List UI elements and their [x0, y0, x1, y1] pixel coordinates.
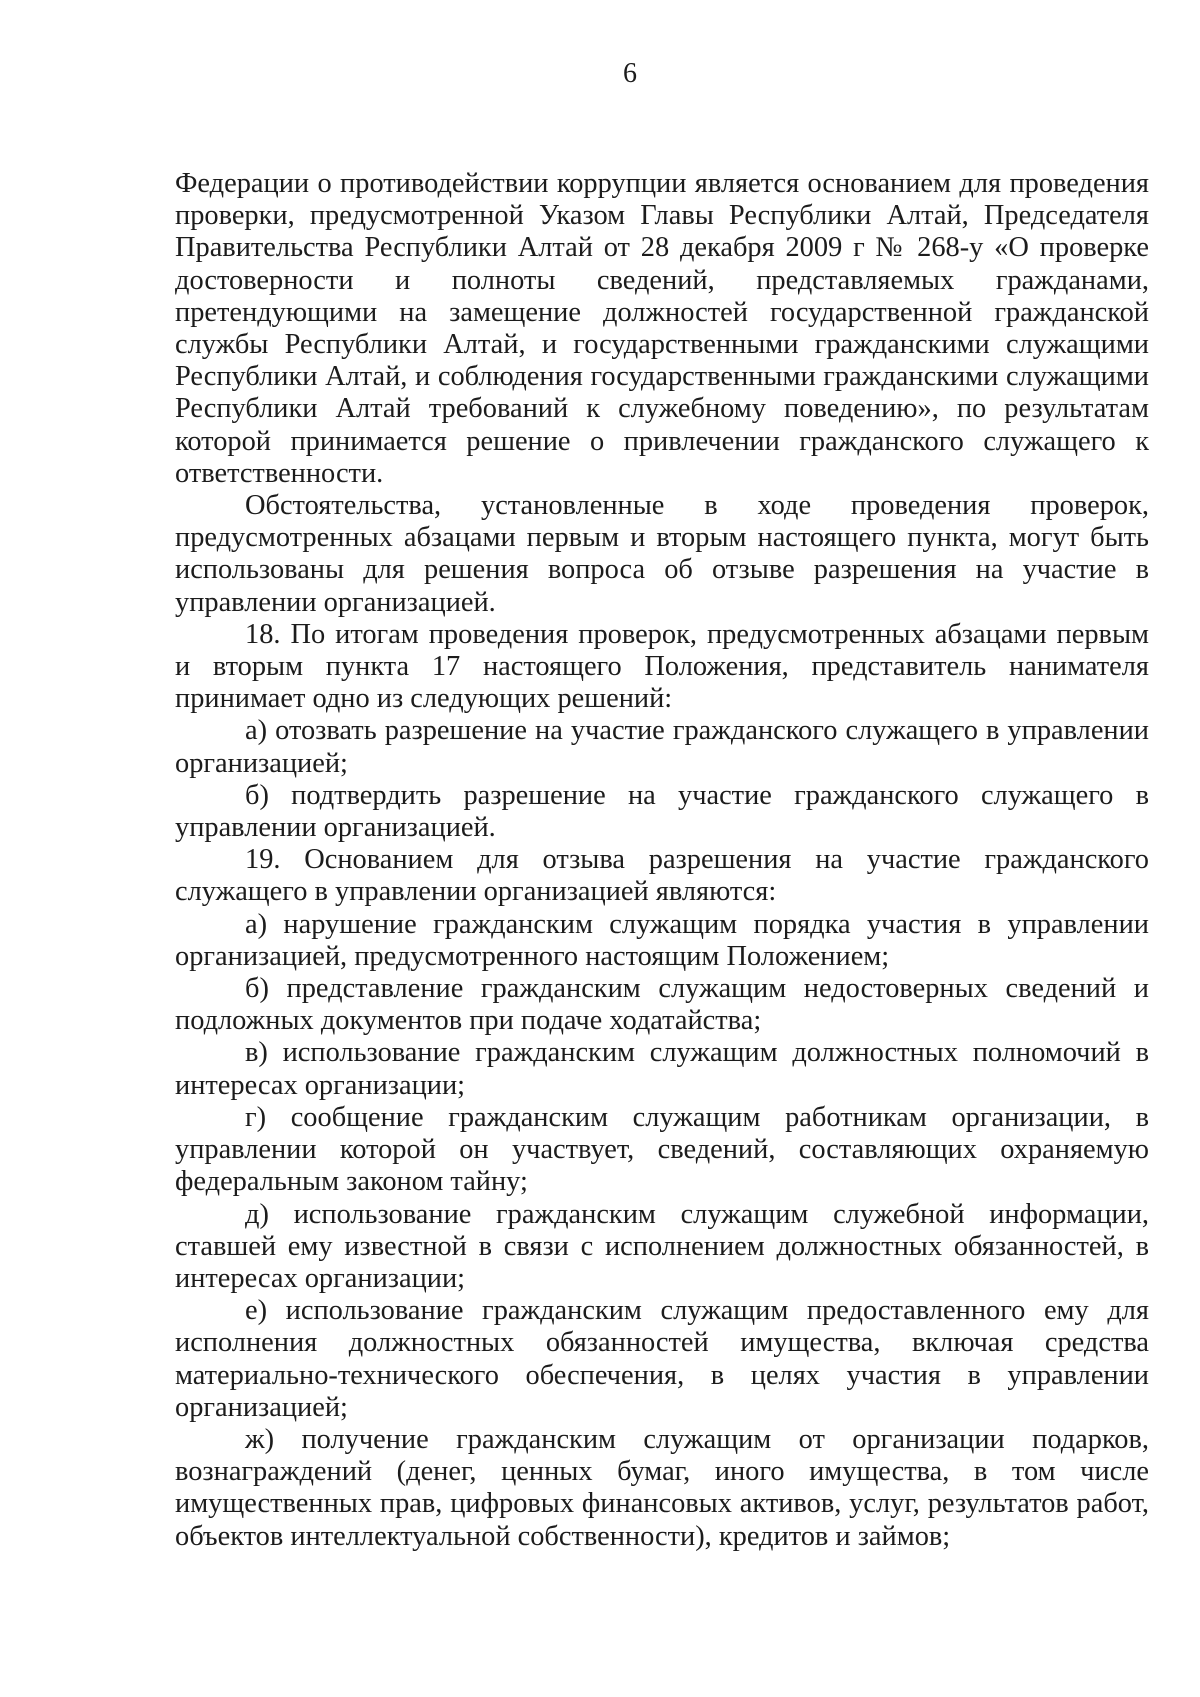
paragraph-item-19-zh: ж) получение гражданским служащим от организации подарков, вознаграждений (денег, ценных бумаг, иного имущества, в том числе имущественных прав, цифровых финансовых активов, услуг, результатов работ, объектов интеллектуальной собственности), кредитов и займов;: [175, 1423, 1149, 1552]
paragraph-item-18: 18. По итогам проведения проверок, предусмотренных абзацами первым и вторым пункта 17 настоящего Положения, представитель нанимателя принимает одно из следующих решений:: [175, 618, 1149, 715]
paragraph-item-19-e: е) использование гражданским служащим предоставленного ему для исполнения должностных обязанностей имущества, включая средства материально-технического обеспечения, в целях участия в управлении организацией;: [175, 1295, 1149, 1423]
paragraph-item-18-a: а) отозвать разрешение на участие гражданского служащего в управлении организацией;: [175, 715, 1149, 779]
paragraph-item-19-g: г) сообщение гражданским служащим работникам организации, в управлении которой он участвует, сведений, составляющих охраняемую федеральным законом тайну;: [175, 1101, 1149, 1198]
paragraph-item-19-a: а) нарушение гражданским служащим порядка участия в управлении организацией, предусмотренного настоящим Положением;: [175, 908, 1149, 972]
document-body: [175, 168, 1149, 1553]
paragraph-circumstances: Обстоятельства, установленные в ходе проведения проверок, предусмотренных абзацами первым и вторым настоящего пункта, могут быть использованы для решения вопроса об отзыве разрешения на участие в управлении организацией.: [175, 490, 1149, 618]
page-number: 6: [623, 58, 637, 89]
paragraph-item-19-b: б) представление гражданским служащим недостоверных сведений и подложных документов при подаче ходатайства;: [175, 973, 1149, 1037]
paragraph-item-19-d: д) использование гражданским служащим служебной информации, ставшей ему известной в связи с исполнением должностных обязанностей, в интересах организации;: [175, 1198, 1149, 1294]
paragraph-item-19-v: в) использование гражданским служащим должностных полномочий в интересах организации;: [175, 1037, 1149, 1101]
paragraph-item-18-b: б) подтвердить разрешение на участие гражданского служащего в управлении организацией.: [175, 779, 1149, 844]
paragraph-item-19: 19. Основанием для отзыва разрешения на участие гражданского служащего в управлении организацией являются:: [175, 844, 1149, 908]
paragraph-continuation: Федерации о противодействии коррупции является основанием для проведения проверки, предусмотренной Указом Главы Республики Алтай, Председателя Правительства Республики Алтай от 28 декабря 2009 г № 268-у «О проверке достоверности и полноты сведений, представляемых гражданами, претендующими на замещение должностей государственной гражданской службы Республики Алтай, и государственными гражданскими служащими Республики Алтай, и соблюдения государственными гражданскими служащими Республики Алтай требований к служебному поведению», по результатам которой принимается решение о привлечении гражданского служащего к ответственности.: [175, 168, 1149, 489]
